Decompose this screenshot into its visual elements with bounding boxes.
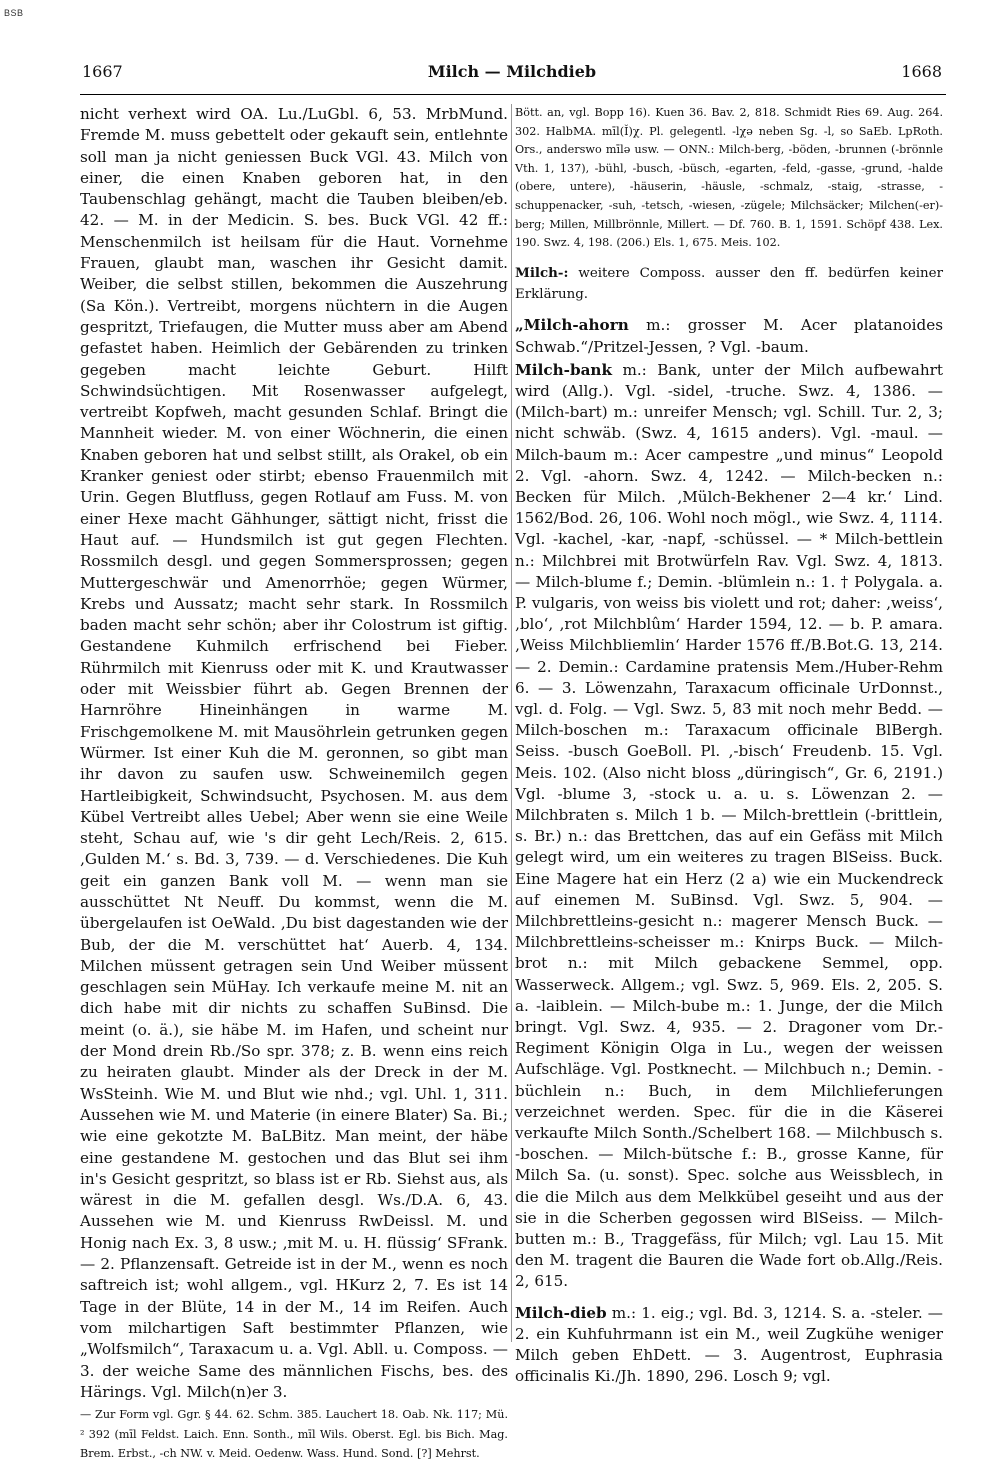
entry-bank-head: Milch-bank [515, 360, 612, 379]
column-separator [511, 104, 512, 1342]
entry-ahorn-body: m.: grosser M. Acer platanoides Schwab.“/Pritzel-Jessen, ? Vgl. -baum. [515, 316, 944, 356]
left-main-text: nicht verhext wird OA. Lu./LuGbl. 6, 53. MrbMund. Fremde M. muss gebettelt oder gekauft sein, entlehnte soll man ja nicht geniessen Buck VGl. 43. Milch von einer, die einen Knaben geboren hat, in den Taubenschlag gehängt, macht die Tauben bleiben/eb. 42. — M. in der Medicin. S. bes. Buck VGl. 42 ff.: Menschenmilch ist heilsam für die Haut. Vornehme Frauen, glaubt man, waschen ihr Gesicht damit. Weiber, die selbst stillen, bekommen die Auszehrung (Sa Kön.). Vertreibt, morgens nüchtern in die Augen gespritzt, Triefaugen, die Mutter muss aber am Abend gefastet haben. Heimlich der Gebärenden zu trinken gegeben macht leichte Geburt. Hilft Schwindsüchtigen. Mit Rosenwasser aufgelegt, vertreibt Kopfweh, macht gesunden Schlaf. Bringt die Mannheit wieder. M. von einer Wöchnerin, die einen Knaben geboren hat und selbst stillt, als Orakel, ob ein Kranker geniest oder stirbt; ebenso Frauenmilch mit Urin. Gegen Blutfluss, gegen Rotlauf am Fuss. M. von einer Hexe macht Gähhunger, sättigt nicht, frisst die Haut auf. — Hundsmilch ist gut gegen Flechten. Rossmilch desgl. und gegen Sommersprossen; gegen Muttergeschwär und Amenorrhöe; gegen Würmer, Krebs und Aussatz; macht sehr stark. In Rossmilch baden macht sehr schön; aber ihr Colostrum ist giftig. Gestandene Kuhmilch erfrischend bei Fieber. Rührmilch mit Kienruss oder mit K. und Krautwasser oder mit Weissbier führt ab. Gegen Brennen der Harnröhre Hineinhängen in warme M. Frischgemolkene M. mit Mausöhrlein getrunken gegen Würmer. Ist einer Kuh die M. geronnen, so gibt man ihr davon zu saufen usw. Schweinemilch gegen Hartleibigkeit, Schwindsucht, Psychosen. M. aus dem Kübel Vertreibt alles Uebel; Aber wenn sie eine Weile steht, Schau auf, wie 's dir geht Lech/Reis. 2, 615. ‚Gulden M.‘ s. Bd. 3, 739. — d. Verschiedenes. Die Kuh geit ein ganzen Bank voll M. — wenn man sie ausschüttet Nt Neuff. Du kommst, wenn die M. übergelaufen ist OeWald. ‚Du bist dagestanden wie der Bub, der die M. verschüttet hat‘ Auerb. 4, 134. Milchen müssent getragen sein Und Weiber müssent geschlagen sein MüHay. Ich verkaufe meine M. nit an dich habe mit dir nichts zu schaffen SuBinsd. Die meint (o. ä.), sie häbe M. im Hafen, und scheint nur der Mond drein Rb./So spr. 378; z. B. wenn eins reich zu heiraten glaubt. Minder als der Dreck in der M. WsSteinh. Wie M. und Blut wie nhd.; vgl. Uhl. 1, 311. Aussehen wie M. und Materie (in einere Blater) Sa. Bi.; wie eine gekotzte M. BaLBitz. Man meint, der häbe eine gestandene M. gestochen und das Blut sei ihm in's Gesicht gespritzt, so blass ist er Rb. Siehst aus, als wärest in die M. gefallen desgl. Ws./D.A. 6, 43. Aussehen wie M. und Kienruss RwDeissl. M. und Honig nach Ex. 3, 8 usw.; ‚mit M. u. H. flüssig‘ SFrank. — 2. Pflanzensaft. Getreide ist in der M., wenn es noch saftreich ist; wohl allgem., vgl. HKurz 2, 7. Es ist 14 Tage in der Blüte, 14 in der M., 14 im Reifen. Auch vom milchartigen Saft bestimmter Pflanzen, wie „Wolfsmilch“, Taraxacum u. a. Vgl. Abll. u. Composs. — 3. der weiche Same des männlichen Fischs, bes. des Härings. Vgl. Milch(n)er 3. [80, 105, 508, 1401]
page-number-left: 1667 [82, 62, 123, 81]
entry-dieb-head: Milch-dieb [515, 1303, 607, 1322]
entry-compounds-head: Milch-: [515, 264, 569, 281]
library-stamp: BSB [4, 8, 24, 18]
entry-compounds-note: weitere Composs. ausser den ff. bedürfen keiner Erklärung. [515, 265, 944, 302]
left-form-note: — Zur Form vgl. Ggr. § 44. 62. Schm. 385. Lauchert 18. Oab. Nk. 117; Mü. ² 392 (mīl Feldst. Laich. Enn. Sonth., mīl Wils. Oberst. Egl. bis Bich. Mag. Brem. Erbst., -ch NW. v. Meid. Oedenw. Wass. Hund. Sond. [?] Mehrst. [80, 1408, 508, 1460]
entry-compounds [515, 263, 943, 306]
running-title: Milch — Milchdieb [427, 62, 597, 81]
entry-bank [515, 360, 943, 1293]
right-form-note: Bött. an, vgl. Bopp 16). Kuen 36. Bav. 2, 818. Schmidt Ries 69. Aug. 264. 302. HalbMA. mīl(Ĭ)χ. Pl. gelegentl. -lχə neben Sg. -l, so SaEb. LpRoth. Ors., anderswo mīlə usw. — ONN.: Milch-berg, -böden, -brunnen (-brönnle Vth. 1, 137), -bühl, -busch, -büsch, -egarten, -feld, -gasse, -grund, -halde (obere, untere), -häuserin, -häusle, -schmalz, -staig, -strasse, -schuppenacker, -suh, -tetsch, -wiesen, -zügele; Milchsäcker; Milchen(-er)-berg; Millen, Millbrönnle, Millert. — Df. 760. B. 1, 1591. Schöpf 438. Lex. 190. Swz. 4, 198. (206.) Els. 1, 675. Meis. 102. [515, 106, 943, 250]
entry-bank-body: m.: Bank, unter der Milch aufbewahrt wird (Allg.). Vgl. -sidel, -truche. Swz. 4, 1386. — (Milch-bart) m.: unreifer Mensch; vgl. Schill. Tur. 2, 3; nicht schwäb. (Swz. 4, 1615 anders). Vgl. -maul. — Milch-baum m.: Acer campestre „und minus“ Leopold 2. Vgl. -ahorn. Swz. 4, 1242. — Milch-becken n.: Becken für Milch. ‚Mülch-Bekhener 2—4 kr.‘ Lind. 1562/Bod. 26, 106. Wohl noch mögl., wie Swz. 4, 1114. Vgl. -kachel, -kar, -napf, -schüssel. — * Milch-bettlein n.: Milchbrei mit Brotwürfeln Rav. Vgl. Swz. 4, 1813. — Milch-blume f.; Demin. -blümlein n.: 1. † Polygala. a. P. vulgaris, von weiss bis violett und rot; daher: ‚weiss‘, ‚blo‘, ‚rot Milchblûm‘ Harder 1594, 12. — b. P. amara. ‚Weiss Milchbliemlin‘ Harder 1576 ff./B.Bot.G. 13, 214. — 2. Demin.: Cardamine pratensis Mem./Huber-Rehm 6. — 3. Löwenzahn, Taraxacum officinale UrDonnst., vgl. d. Folg. — Vgl. Swz. 5, 83 mit noch mehr Bedd. — Milch-boschen m.: Taraxacum officinale BlBergh. Seiss. -busch GoeBoll. Pl. ‚-bisch‘ Freudenb. 15. Vgl. Meis. 102. (Also nicht bloss „düringisch“, Gr. 6, 2191.) Vgl. -blume 3, -stock u. a. u. s. Löwenzan 2. — Milchbraten s. Milch 1 b. — Milch-brettlein (-brittlein, s. Br.) n.: das Brettchen, das auf ein Gefäss mit Milch gelegt wird, um ein weiteres zu tragen BlSeiss. Buck. Eine Magere hat ein Herz (2 a) wie ein Muckendreck auf einemen M. SuBinsd. Vgl. Swz. 5, 904. — Milchbrettleins-gesicht n.: magerer Mensch Buck. — Milchbrettleins-scheisser m.: Knirps Buck. — Milch-brot n.: mit Milch gebackene Semmel, opp. Wasserweck. Allgem.; vgl. Swz. 5, 969. Els. 2, 205. S. a. -laiblein. — Milch-bube m.: 1. Junge, der die Milch bringt. Vgl. Swz. 4, 935. — 2. Dragoner vom Dr.-Regiment Königin Olga in Lu., wegen der weissen Aufschläge. Vgl. Postknecht. — Milchbuch n.; Demin. -büchlein n.: Buch, in dem Milchlieferungen verzeichnet werden. Spec. für die in die Käserei verkaufte Milch Sonth./Schelbert 168. — Milchbusch s. -boschen. — Milch-bütsche f.: B., grosse Kanne, für Milch Sa. (u. sonst). Spec. solche aus Weissblech, in die die Milch aus dem Melkkübel geseiht und aus der sie in die Scherben gegossen wird BlSeiss. — Milch-butten m.: B., Traggefäss, für Milch; vgl. Lau 15. Mit den M. tragent die Bauren die Wade fort ob.Allg./Reis. 2, 615. [515, 360, 943, 1291]
entry-dieb [515, 1303, 943, 1388]
header-rule [80, 94, 946, 95]
right-column [515, 104, 943, 1404]
page-header [82, 62, 942, 86]
left-column [80, 104, 508, 1460]
entry-ahorn [515, 315, 943, 357]
entry-dieb-body: m.: 1. eig.; vgl. Bd. 3, 1214. S. a. -steler. — 2. ein Kuhfuhrmann ist ein M., weil Zugkühe weniger Milch geben EhDett. — 3. Augentrost, Euphrasia officinalis Ki./Jh. 1890, 296. Losch 9; vgl. [515, 1303, 943, 1386]
page-number-right: 1668 [901, 62, 942, 81]
entry-ahorn-head: „Milch-ahorn [515, 316, 629, 335]
